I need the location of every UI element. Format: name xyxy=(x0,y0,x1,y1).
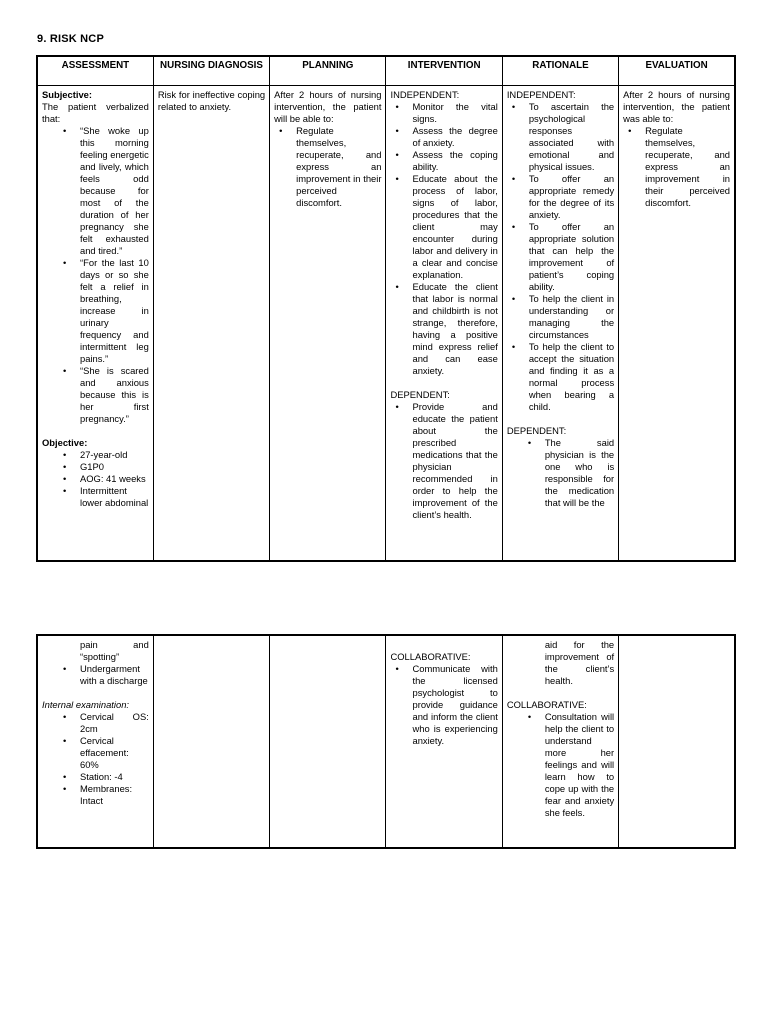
bullet-icon: • xyxy=(63,783,67,794)
bullet-icon: • xyxy=(63,711,67,722)
paragraph: DEPENDENT: xyxy=(506,425,567,436)
bullet-icon: • xyxy=(63,735,67,746)
cell-nursing-diagnosis xyxy=(153,86,269,562)
cell-assessment xyxy=(37,635,153,848)
bullet-item xyxy=(507,341,614,413)
bullet-text: To offer an appropriate remedy for the degree of its anxiety. xyxy=(528,173,615,220)
bullet-item xyxy=(42,257,149,365)
bullet-item xyxy=(390,401,497,521)
bullet-item xyxy=(42,473,149,485)
bullet-item xyxy=(42,771,149,783)
bullet-icon: • xyxy=(63,771,67,782)
bullet-icon: • xyxy=(63,449,67,460)
bullet-text: Membranes: Intact xyxy=(80,783,133,806)
bullet-icon: • xyxy=(527,437,532,448)
bullet-item xyxy=(42,783,149,807)
bullet-icon: • xyxy=(395,401,399,412)
spacer xyxy=(42,425,149,437)
cell-evaluation xyxy=(619,86,735,562)
bullet-item xyxy=(390,125,497,149)
bullet-text: Intermittent lower abdominal xyxy=(80,485,149,508)
bullet-item xyxy=(42,735,149,771)
bullet-item xyxy=(507,437,614,509)
bullet-text: Educate about the process of labor, signs of labor, procedures that the client may encounter during labor and delivery in a clear and concise explanation. xyxy=(412,173,498,280)
bullet-text: Assess the coping ability. xyxy=(412,149,498,172)
paragraph: The patient verbalized that: xyxy=(42,101,149,124)
bullet-text: To help the client in understanding or managing the circumstances xyxy=(528,293,615,340)
page-title: 9. RISK NCP xyxy=(37,33,104,45)
bullet-text: Cervical OS: 2cm xyxy=(80,711,149,734)
bullet-text: G1P0 xyxy=(80,461,104,472)
cell-planning xyxy=(270,635,386,848)
continued-text: pain and “spotting” xyxy=(80,639,149,662)
continued-text: aid for the improvement of the client’s health. xyxy=(544,639,615,686)
paragraph: DEPENDENT: xyxy=(390,389,450,400)
bullet-icon: • xyxy=(511,173,516,184)
bullet-icon: • xyxy=(628,125,632,136)
bullet-item xyxy=(390,281,497,377)
bullet-item xyxy=(42,663,149,687)
bullet-text: Educate the client that labor is normal and childbirth is not strange, therefore, having a positive mind express relief and can ease anxiety. xyxy=(412,281,498,376)
bullet-icon: • xyxy=(511,341,516,352)
bullet-text: To offer an appropriate solution that can help the improvement of patient’s coping ability. xyxy=(528,221,615,292)
bullet-icon: • xyxy=(511,293,516,304)
bullet-icon: • xyxy=(63,485,67,496)
paragraph: INDEPENDENT: xyxy=(390,89,460,100)
bullet-text: To help the client to accept the situation and finding it as a normal process when bearing a child. xyxy=(528,341,615,412)
body-row-page-2 xyxy=(37,635,735,848)
bullet-text: Regulate themselves, recuperate, and express an improvement in their perceived discomfort. xyxy=(645,125,730,208)
body-row-page-1 xyxy=(37,86,735,562)
cell-planning xyxy=(270,86,386,562)
spacer xyxy=(507,413,614,425)
paragraph: Risk for ineffective coping related to anxiety. xyxy=(157,89,266,112)
bullet-icon: • xyxy=(63,365,67,376)
bullet-item xyxy=(507,293,614,341)
bullet-item xyxy=(42,485,149,509)
bullet-item xyxy=(390,663,497,747)
bullet-icon: • xyxy=(395,149,399,160)
bullet-text: “She woke up this morning feeling energetic and lively, which feels odd because for most of the duration of her pregnancy she felt exhausted and tired.” xyxy=(80,125,149,256)
bullet-icon: • xyxy=(511,101,516,112)
bullet-icon: • xyxy=(63,473,67,484)
cell-intervention xyxy=(386,86,502,562)
bullet-text: “She is scared and anxious because this is her first pregnancy.” xyxy=(80,365,149,424)
bullet-icon: • xyxy=(279,125,283,136)
paragraph: COLLABORATIVE: xyxy=(506,699,587,710)
bullet-item xyxy=(274,125,381,209)
column-header: INTERVENTION xyxy=(386,56,502,86)
cell-nursing-diagnosis xyxy=(153,635,269,848)
column-header: PLANNING xyxy=(270,56,386,86)
bullet-item xyxy=(42,449,149,461)
bullet-icon: • xyxy=(63,461,67,472)
ncp-table-page-2 xyxy=(36,634,736,849)
bullet-icon: • xyxy=(395,125,399,136)
bullet-text: Communicate with the licensed psychologist to provide guidance and inform the client who is experiencing anxiety. xyxy=(412,663,498,746)
bullet-text: “For the last 10 days or so she felt a relief in breathing, increase in urinary frequency and intermittent leg pains.” xyxy=(80,257,149,364)
bullet-text: Monitor the vital signs. xyxy=(412,101,498,124)
bullet-item xyxy=(507,101,614,173)
bullet-text: The said physician is the one who is responsible for the medication that will be the xyxy=(544,437,615,508)
bullet-text: Undergarment with a discharge xyxy=(80,663,148,686)
header-row xyxy=(37,56,735,86)
spacer xyxy=(42,687,149,699)
bullet-icon: • xyxy=(527,711,532,722)
bullet-item xyxy=(507,221,614,293)
paragraph: INDEPENDENT: xyxy=(506,89,576,100)
bullet-icon: • xyxy=(395,173,399,184)
ncp-table-container xyxy=(36,55,732,849)
spacer xyxy=(390,377,497,389)
section-heading: Subjective: xyxy=(42,89,93,100)
column-header: ASSESSMENT xyxy=(37,56,153,86)
bullet-item xyxy=(623,125,730,209)
bullet-text: To ascertain the psychological responses associated with emotional and physical issues. xyxy=(528,101,615,172)
bullet-item xyxy=(42,711,149,735)
cell-rationale xyxy=(502,635,618,848)
bullet-text: Station: -4 xyxy=(80,771,123,782)
spacer xyxy=(390,639,497,651)
bullet-icon: • xyxy=(63,663,67,674)
column-header: RATIONALE xyxy=(502,56,618,86)
spacer xyxy=(507,687,614,699)
bullet-icon: • xyxy=(63,125,67,136)
bullet-item xyxy=(42,461,149,473)
bullet-item xyxy=(42,365,149,425)
paragraph: After 2 hours of nursing intervention, the patient will be able to: xyxy=(274,89,382,124)
bullet-item xyxy=(42,125,149,257)
bullet-text: Assess the degree of anxiety. xyxy=(412,125,498,148)
bullet-text: Consultation will help the client to understand more her feelings and will learn how to cope up with the fear and anxiety she feels. xyxy=(544,711,615,818)
bullet-item xyxy=(507,711,614,819)
bullet-text: Regulate themselves, recuperate, and express an improvement in their perceived discomfort. xyxy=(296,125,382,208)
bullet-text: AOG: 41 weeks xyxy=(80,473,146,484)
bullet-item xyxy=(390,173,497,281)
bullet-text: Provide and educate the patient about the prescribed medications that the physician recommended in order to help the improvement of the client’s health. xyxy=(412,401,498,520)
bullet-item xyxy=(390,101,497,125)
bullet-icon: • xyxy=(63,257,67,268)
bullet-icon: • xyxy=(395,101,399,112)
bullet-item xyxy=(390,149,497,173)
bullet-text: 27-year-old xyxy=(80,449,128,460)
column-header: NURSING DIAGNOSIS xyxy=(153,56,269,86)
paragraph: COLLABORATIVE: xyxy=(390,651,471,662)
cell-assessment xyxy=(37,86,153,562)
cell-evaluation xyxy=(619,635,735,848)
bullet-item xyxy=(507,173,614,221)
bullet-icon: • xyxy=(395,663,399,674)
subheading-italic: Internal examination: xyxy=(42,699,130,710)
bullet-text: Cervical effacement: 60% xyxy=(80,735,129,770)
paragraph: After 2 hours of nursing intervention, the patient was able to: xyxy=(623,89,730,124)
section-heading: Objective: xyxy=(42,437,88,448)
cell-rationale xyxy=(502,86,618,562)
cell-intervention xyxy=(386,635,502,848)
ncp-table-page-1 xyxy=(36,55,736,562)
column-header: EVALUATION xyxy=(619,56,735,86)
bullet-icon: • xyxy=(395,281,399,292)
bullet-icon: • xyxy=(511,221,516,232)
